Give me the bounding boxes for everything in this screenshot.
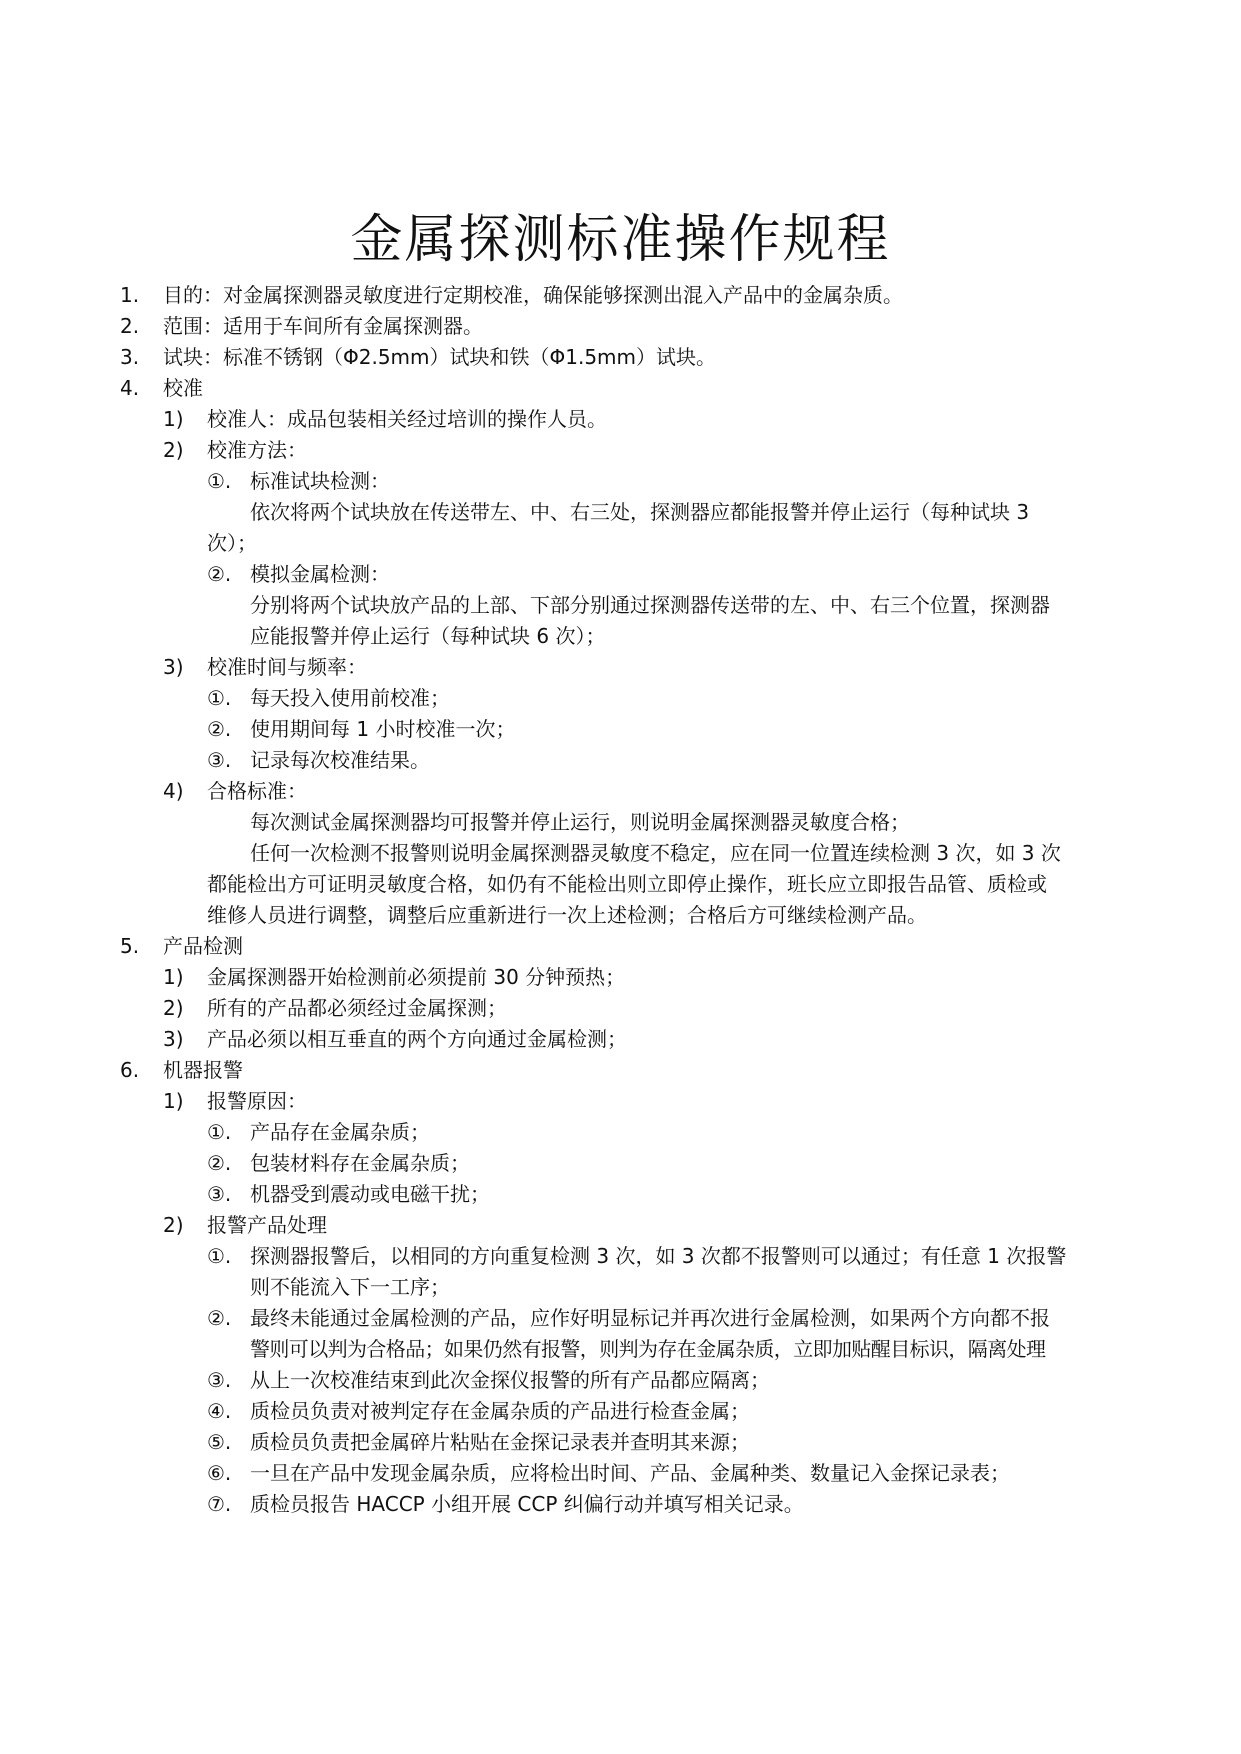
handling-step: 一旦在产品中发现金属杂质，应将检出时间、产品、金属种类、数量记入金探记录表； xyxy=(250,1461,1010,1485)
standard-block-test: 标准试块检测： xyxy=(250,469,390,493)
section-heading-calibration: 校准 xyxy=(163,376,203,400)
inspection-item: 产品必须以相互垂直的两个方向通过金属检测； xyxy=(207,1027,627,1051)
section-test-blocks: 试块：标准不锈钢（Φ2.5mm）试块和铁（Φ1.5mm）试块。 xyxy=(163,345,717,369)
section-scope: 范围：适用于车间所有金属探测器。 xyxy=(163,314,483,338)
alarm-causes: 报警原因： xyxy=(207,1089,307,1113)
item-number: 2) xyxy=(163,1213,184,1237)
item-number: 1) xyxy=(163,407,184,431)
item-number: 1) xyxy=(163,965,184,989)
frequency-item: 使用期间每 1 小时校准一次； xyxy=(250,717,516,741)
section-purpose: 目的：对金属探测器灵敏度进行定期校准，确保能够探测出混入产品中的金属杂质。 xyxy=(163,283,903,307)
subitem-number: ①. xyxy=(207,469,232,493)
subitem-number: ⑦. xyxy=(207,1492,232,1516)
alarm-product-handling: 报警产品处理 xyxy=(207,1213,327,1237)
subitem-number: ⑥. xyxy=(207,1461,232,1485)
alarm-cause: 机器受到震动或电磁干扰； xyxy=(250,1182,490,1206)
acceptance-criteria-body: 每次测试金属探测器均可报警并停止运行，则说明金属探测器灵敏度合格； xyxy=(250,810,910,834)
section-heading-product-inspection: 产品检测 xyxy=(163,934,243,958)
handling-step: 质检员负责对被判定存在金属杂质的产品进行检查金属； xyxy=(250,1399,750,1423)
subitem-number: ②. xyxy=(207,1306,232,1330)
subitem-number: ④. xyxy=(207,1399,232,1423)
acceptance-criteria-body: 维修人员进行调整，调整后应重新进行一次上述检测；合格后方可继续检测产品。 xyxy=(207,903,927,927)
subitem-number: ②. xyxy=(207,1151,232,1175)
item-number: 2) xyxy=(163,438,184,462)
frequency-item: 每天投入使用前校准； xyxy=(250,686,450,710)
section-number: 1. xyxy=(120,283,140,307)
item-number: 1) xyxy=(163,1089,184,1113)
simulated-metal-test-body: 应能报警并停止运行（每种试块 6 次）； xyxy=(250,624,606,648)
standard-block-test-body: 依次将两个试块放在传送带左、中、右三处，探测器应都能报警并停止运行（每种试块 3 xyxy=(250,500,1030,524)
item-number: 4) xyxy=(163,779,184,803)
section-number: 3. xyxy=(120,345,140,369)
subitem-number: ⑤. xyxy=(207,1430,232,1454)
item-number: 3) xyxy=(163,1027,184,1051)
acceptance-criteria-body: 都能检出方可证明灵敏度合格，如仍有不能检出则立即停止操作，班长应立即报告品管、质检或 xyxy=(207,872,1047,896)
subitem-number: ③. xyxy=(207,748,232,772)
section-number: 5. xyxy=(120,934,140,958)
subitem-number: ③. xyxy=(207,1368,232,1392)
subitem-number: ①. xyxy=(207,686,232,710)
item-number: 3) xyxy=(163,655,184,679)
section-heading-machine-alarm: 机器报警 xyxy=(163,1058,243,1082)
inspection-item: 金属探测器开始检测前必须提前 30 分钟预热； xyxy=(207,965,626,989)
handling-step: 最终未能通过金属检测的产品，应作好明显标记并再次进行金属检测，如果两个方向都不报 xyxy=(250,1306,1050,1330)
alarm-cause: 产品存在金属杂质； xyxy=(250,1120,430,1144)
subitem-number: ②. xyxy=(207,717,232,741)
standard-block-test-body: 次）； xyxy=(207,531,257,555)
handling-step: 质检员报告 HACCP 小组开展 CCP 纠偏行动并填写相关记录。 xyxy=(250,1492,804,1516)
item-number: 2) xyxy=(163,996,184,1020)
section-number: 2. xyxy=(120,314,140,338)
section-number: 6. xyxy=(120,1058,140,1082)
alarm-cause: 包装材料存在金属杂质； xyxy=(250,1151,470,1175)
calibration-frequency: 校准时间与频率： xyxy=(207,655,367,679)
subitem-number: ②. xyxy=(207,562,232,586)
subitem-number: ③. xyxy=(207,1182,232,1206)
inspection-item: 所有的产品都必须经过金属探测； xyxy=(207,996,507,1020)
acceptance-criteria: 合格标准： xyxy=(207,779,307,803)
simulated-metal-test-body: 分别将两个试块放产品的上部、下部分别通过探测器传送带的左、中、右三个位置，探测器 xyxy=(250,593,1050,617)
calibration-method: 校准方法： xyxy=(207,438,307,462)
subitem-number: ①. xyxy=(207,1244,232,1268)
handling-step: 从上一次校准结束到此次金探仪报警的所有产品都应隔离； xyxy=(250,1368,770,1392)
handling-step: 警则可以判为合格品；如果仍然有报警，则判为存在金属杂质，立即加贴醒目标识，隔离处理 xyxy=(250,1337,1046,1361)
frequency-item: 记录每次校准结果。 xyxy=(250,748,430,772)
simulated-metal-test: 模拟金属检测： xyxy=(250,562,390,586)
document-title: 金属探测标准操作规程 xyxy=(350,209,891,270)
section-number: 4. xyxy=(120,376,140,400)
acceptance-criteria-body: 任何一次检测不报警则说明金属探测器灵敏度不稳定，应在同一位置连续检测 3 次，如 3 次 xyxy=(250,841,1061,865)
subitem-number: ①. xyxy=(207,1120,232,1144)
calibration-person: 校准人：成品包装相关经过培训的操作人员。 xyxy=(207,407,607,431)
handling-step: 探测器报警后，以相同的方向重复检测 3 次，如 3 次都不报警则可以通过；有任意 1 次报警 xyxy=(250,1244,1067,1268)
handling-step: 质检员负责把金属碎片粘贴在金探记录表并查明其来源； xyxy=(250,1430,750,1454)
handling-step: 则不能流入下一工序； xyxy=(250,1275,450,1299)
